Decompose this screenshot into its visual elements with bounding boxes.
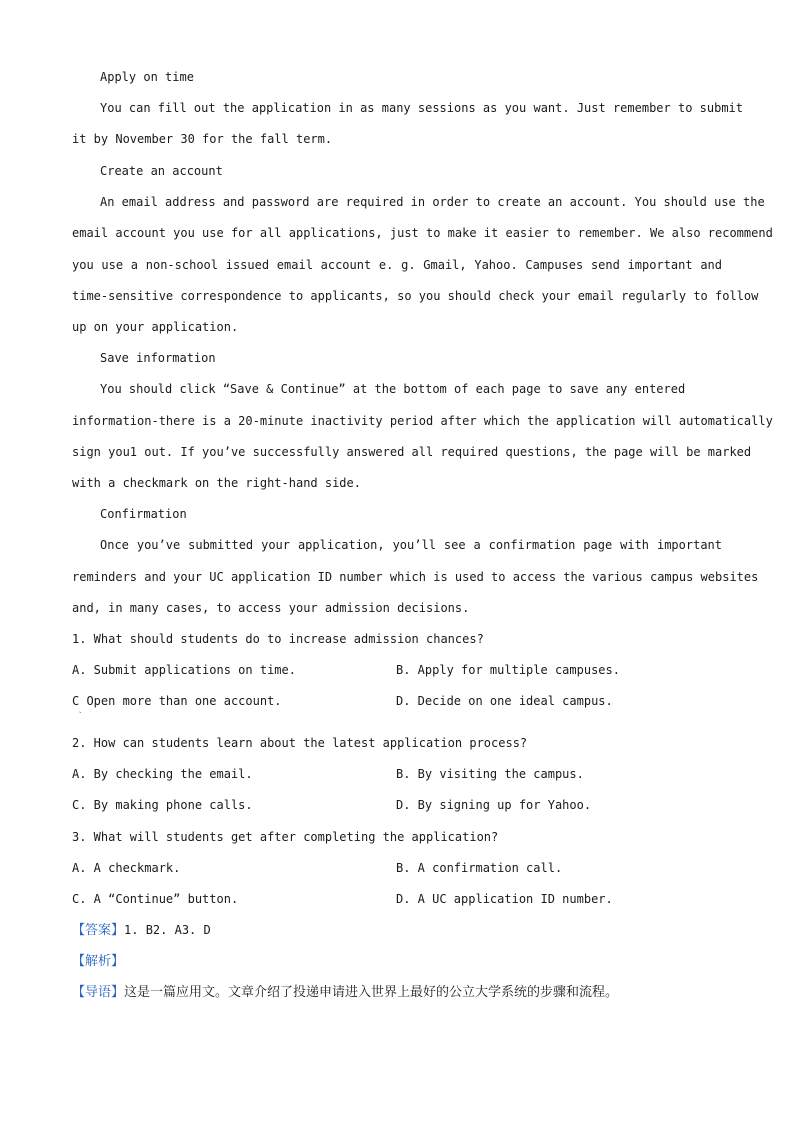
paragraph-line: it by November 30 for the fall term.	[72, 132, 333, 146]
question-3-stem: 3. What will students get after completing the application?	[72, 830, 499, 844]
question-3-option-c: C. A “Continue” button.	[72, 892, 239, 906]
guide-tag: 【导语】	[72, 985, 125, 1000]
stray-mark: ˋ	[78, 711, 83, 720]
paragraph-line: reminders and your UC application ID number which is used to access the various campus websites	[72, 570, 759, 584]
paragraph-line: with a checkmark on the right-hand side.	[72, 476, 361, 490]
paragraph-line: time-sensitive correspondence to applicants, so you should check your email regularly to follow	[72, 289, 759, 303]
question-3-option-a: A. A checkmark.	[72, 861, 181, 875]
question-2-option-a: A. By checking the email.	[72, 767, 253, 781]
section-heading-apply-on-time: Apply on time	[100, 70, 194, 84]
paragraph-line: You can fill out the application in as many sessions as you want. Just remember to submit	[100, 101, 743, 115]
guide-text: 这是一篇应用文。文章介绍了投递申请进入世界上最好的公立大学系统的步骤和流程。	[124, 985, 619, 1000]
answer-line	[72, 922, 211, 939]
analysis-tag: 【解析】	[72, 954, 125, 969]
question-2-option-b: B. By visiting the campus.	[396, 767, 584, 781]
section-heading-confirmation: Confirmation	[100, 507, 187, 521]
paragraph-line: and, in many cases, to access your admission decisions.	[72, 601, 470, 615]
question-1-option-d: D. Decide on one ideal campus.	[396, 694, 613, 708]
question-1-option-b: B. Apply for multiple campuses.	[396, 663, 620, 677]
question-3-option-d: D. A UC application ID number.	[396, 892, 613, 906]
paragraph-line: up on your application.	[72, 320, 239, 334]
question-1-option-a: A. Submit applications on time.	[72, 663, 296, 677]
paragraph-line: An email address and password are required in order to create an account. You should use the	[100, 195, 765, 209]
guide-line	[72, 985, 618, 1001]
question-3-option-b: B. A confirmation call.	[396, 861, 563, 875]
section-heading-create-account: Create an account	[100, 164, 223, 178]
analysis-line	[72, 953, 124, 970]
paragraph-line: email account you use for all applications, just to make it easier to remember. We also recommend	[72, 226, 773, 240]
paragraph-line: sign you1 out. If you’ve successfully answered all required questions, the page will be marked	[72, 445, 752, 459]
paragraph-line: you use a non-school issued email account e. g. Gmail, Yahoo. Campuses send important and	[72, 258, 722, 272]
question-2-option-d: D. By signing up for Yahoo.	[396, 798, 592, 812]
paragraph-line: information-there is a 20-minute inactivity period after which the application will automatically	[72, 414, 773, 428]
paragraph-line: Once you’ve submitted your application, you’ll see a confirmation page with important	[100, 538, 722, 552]
question-1-option-c: C Open more than one account.	[72, 694, 282, 708]
answer-tag: 【答案】	[72, 923, 125, 938]
answer-text: 1. B2. A3. D	[124, 923, 211, 937]
section-heading-save-information: Save information	[100, 351, 216, 365]
question-2-option-c: C. By making phone calls.	[72, 798, 253, 812]
paragraph-line: You should click “Save & Continue” at the bottom of each page to save any entered	[100, 382, 686, 396]
question-1-stem: 1. What should students do to increase admission chances?	[72, 632, 484, 646]
question-2-stem: 2. How can students learn about the latest application process?	[72, 736, 528, 750]
